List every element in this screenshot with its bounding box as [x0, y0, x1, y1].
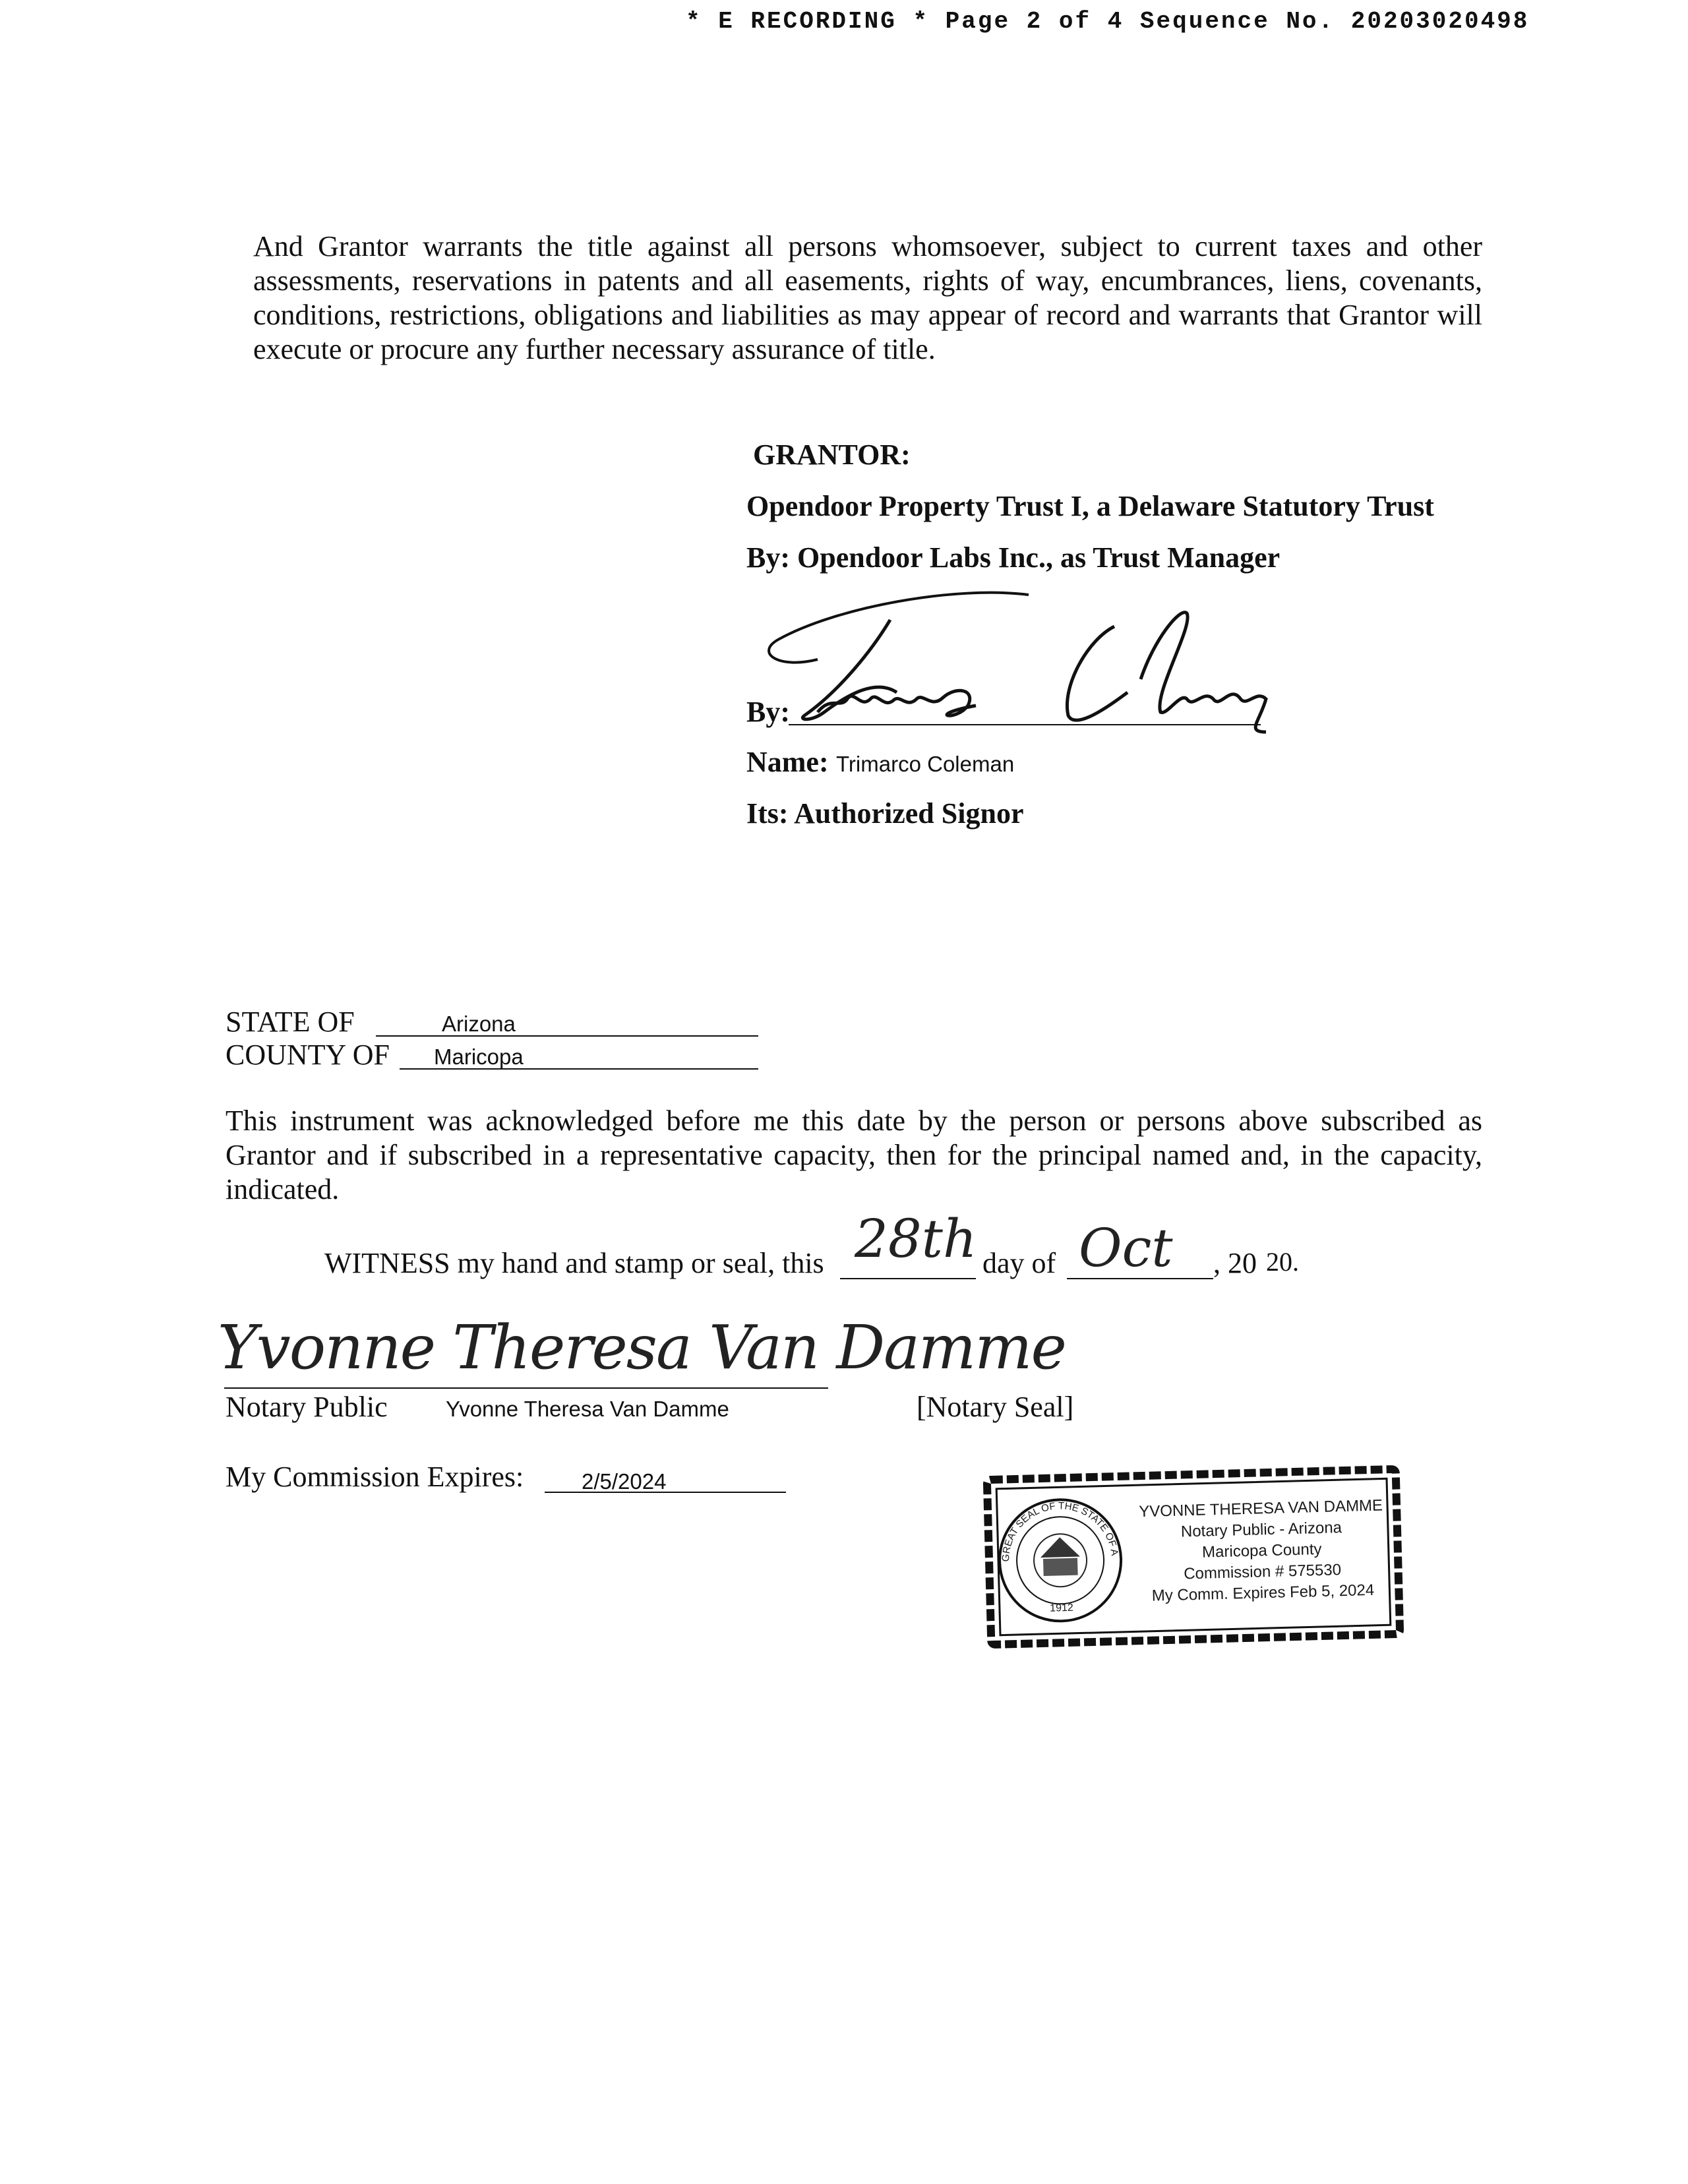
grantor-name-value: Trimarco Coleman	[836, 752, 1015, 776]
stamp-line-name: YVONNE THERESA VAN DAMME	[1138, 1496, 1383, 1521]
commission-label: My Commission Expires:	[226, 1461, 524, 1493]
year-prefix: , 20	[1213, 1247, 1257, 1279]
county-label: COUNTY OF	[226, 1039, 390, 1071]
commission-value: 2/5/2024	[582, 1469, 667, 1494]
commission-line	[545, 1460, 786, 1493]
grantor-trust-manager: By: Opendoor Labs Inc., as Trust Manager	[746, 541, 1281, 574]
stamp-line-county: Maricopa County	[1201, 1540, 1322, 1562]
notary-printed-name: Yvonne Theresa Van Damme	[446, 1397, 729, 1421]
day-value: 28th	[855, 1208, 977, 1269]
grantor-name-label: Name:	[746, 746, 829, 778]
grantor-entity: Opendoor Property Trust I, a Delaware Statutory Trust	[746, 490, 1434, 522]
notary-stamp-graphic	[976, 1463, 1407, 1652]
notary-signature: Yvonne Theresa Van Damme	[218, 1312, 1066, 1383]
seal-year: 1912	[1049, 1602, 1073, 1614]
county-line	[400, 1038, 758, 1070]
state-label: STATE OF	[226, 1006, 355, 1038]
county-value: Maricopa	[434, 1045, 524, 1069]
notary-stamp	[976, 1463, 1407, 1652]
day-of-label: day of	[982, 1247, 1056, 1279]
grantor-by-label: By:	[746, 696, 790, 728]
notary-seal-label: [Notary Seal]	[917, 1391, 1074, 1423]
month-value: Oct	[1079, 1217, 1173, 1279]
acknowledgment-paragraph: This instrument was acknowledged before me this date by the person or persons above subscribed as Grantor and if subscribed in a representative capacity, then for the principal named and, in the capacity, indicated.	[226, 1105, 1482, 1205]
grantor-heading: GRANTOR:	[753, 439, 911, 471]
grantor-signature	[758, 580, 1286, 732]
seal-ring-text: GREAT SEAL OF THE STATE OF ARIZONA	[976, 1465, 1120, 1562]
day-line	[840, 1278, 976, 1279]
warranty-paragraph: And Grantor warrants the title against all persons whomsoever, subject to current taxes and other assessments, reservations in patents and all easements, rights of way, encumbrances, liens, covenants, conditions, restrictions, obligations and liabilities as may appear of record and warrants that Grantor will execute or procure any further necessary assurance of title.	[253, 230, 1482, 365]
grantor-title: Its: Authorized Signor	[746, 797, 1024, 830]
notary-public-label: Notary Public	[226, 1391, 388, 1423]
notary-signature-line	[224, 1387, 828, 1389]
witness-prefix: WITNESS my hand and stamp or seal, this	[324, 1247, 824, 1279]
year-value: 20.	[1266, 1247, 1299, 1277]
stamp-line-commission: Commission # 575530	[1183, 1561, 1342, 1583]
state-value: Arizona	[442, 1012, 516, 1036]
recording-header: * E RECORDING * Page 2 of 4 Sequence No. 20203020498	[686, 8, 1530, 35]
stamp-line-expiry: My Comm. Expires Feb 5, 2024	[1151, 1581, 1375, 1605]
stamp-line-title: Notary Public - Arizona	[1180, 1519, 1342, 1541]
state-line	[376, 1005, 758, 1037]
